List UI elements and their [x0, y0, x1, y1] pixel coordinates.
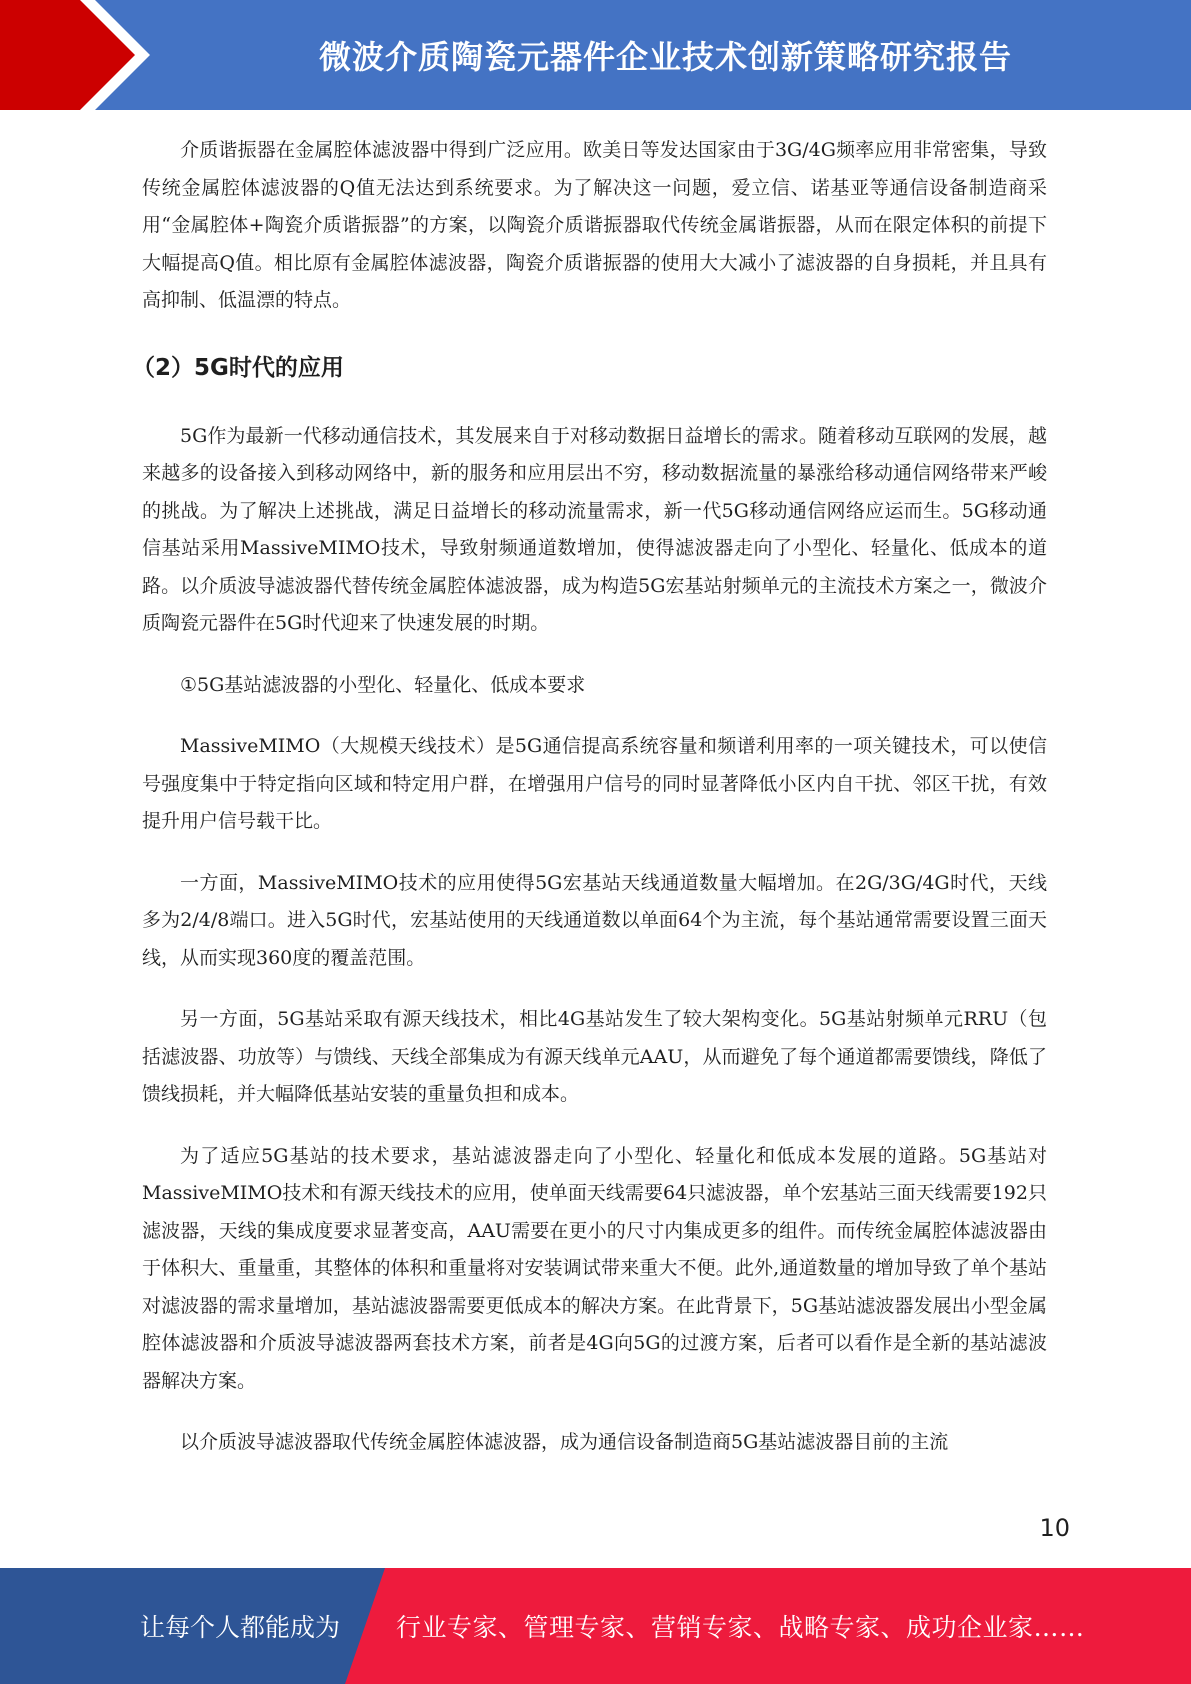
paragraph-antenna-channels: 一方面，MassiveMIMO技术的应用使得5G宏基站天线通道数量大幅增加。在2G/3G/4G时代，天线多为2/4/8端口。进入5G时代，宏基站使用的天线通道数以单面64个为主流，每个基站通常需要设置三面天线，从而实现360度的覆盖范围。	[142, 871, 1047, 969]
page-header	[0, 0, 1191, 110]
footer-slogan-right: 行业专家、管理专家、营销专家、战略专家、成功企业家……	[396, 1613, 1085, 1642]
page-footer	[0, 1568, 1191, 1684]
page-number: 10	[1039, 1514, 1070, 1542]
paragraph-dielectric-resonator: 介质谐振器在金属腔体滤波器中得到广泛应用。欧美日等发达国家由于3G/4G频率应用非常密集，导致传统金属腔体滤波器的Q值无法达到系统要求。为了解决这一问题，爱立信、诺基亚等通信设备制造商采用“金属腔体+陶瓷介质谐振器”的方案，以陶瓷介质谐振器取代传统金属谐振器，从而在限定体积的前提下大幅提高Q值。相比原有金属腔体滤波器，陶瓷介质谐振器的使用大大减小了滤波器的自身损耗，并且具有高抑制、低温漂的特点。	[142, 139, 1047, 311]
paragraph-filter-miniaturization: 为了适应5G基站的技术要求，基站滤波器走向了小型化、轻量化和低成本发展的道路。5G基站对MassiveMIMO技术和有源天线技术的应用，使单面天线需要64只滤波器，单个宏基站三面天线需要192只滤波器，天线的集成度要求显著变高，AAU需要在更小的尺寸内集成更多的组件。而传统金属腔体滤波器由于体积大、重量重，其整体的体积和重量将对安装调试带来重大不便。此外,通道数量的增加导致了单个基站对滤波器的需求量增加，基站滤波器需要更低成本的解决方案。在此背景下，5G基站滤波器发展出小型金属腔体滤波器和介质波导滤波器两套技术方案，前者是4G向5G的过渡方案，后者可以看作是全新的基站滤波器解决方案。	[142, 1144, 1047, 1392]
section-heading-5g: （2）5G时代的应用	[132, 354, 344, 381]
report-title: 微波介质陶瓷元器件企业技术创新策略研究报告	[318, 38, 1012, 76]
paragraph-massive-mimo: MassiveMIMO（大规模天线技术）是5G通信提高系统容量和频谱利用率的一项关键技术，可以使信号强度集中于特定指向区域和特定用户群，在增强用户信号的同时显著降低小区内自干扰、邻区干扰，有效提升用户信号载干比。	[142, 735, 1047, 832]
subheading-5g-filter-requirements: ①5G基站滤波器的小型化、轻量化、低成本要求	[180, 673, 586, 696]
paragraph-dielectric-waveguide: 以介质波导滤波器取代传统金属腔体滤波器，成为通信设备制造商5G基站滤波器目前的主流	[180, 1431, 949, 1453]
paragraph-active-antenna: 另一方面，5G基站采取有源天线技术，相比4G基站发生了较大架构变化。5G基站射频单元RRU（包括滤波器、功放等）与馈线、天线全部集成为有源天线单元AAU，从而避免了每个通道都需要馈线，降低了馈线损耗，并大幅降低基站安装的重量负担和成本。	[142, 1008, 1047, 1105]
footer-slogan-left: 让每个人都能成为	[140, 1613, 341, 1642]
paragraph-5g-overview: 5G作为最新一代移动通信技术，其发展来自于对移动数据日益增长的需求。随着移动互联网的发展，越来越多的设备接入到移动网络中，新的服务和应用层出不穷，移动数据流量的暴涨给移动通信网络带来严峻的挑战。为了解决上述挑战，满足日益增长的移动流量需求，新一代5G移动通信网络应运而生。5G移动通信基站采用MassiveMIMO技术，导致射频通道数增加，使得滤波器走向了小型化、轻量化、低成本的道路。以介质波导滤波器代替传统金属腔体滤波器，成为构造5G宏基站射频单元的主流技术方案之一，微波介质陶瓷元器件在5G时代迎来了快速发展的时期。	[142, 424, 1047, 634]
header-chevron-decoration	[0, 0, 160, 110]
document-body	[132, 132, 1047, 1462]
